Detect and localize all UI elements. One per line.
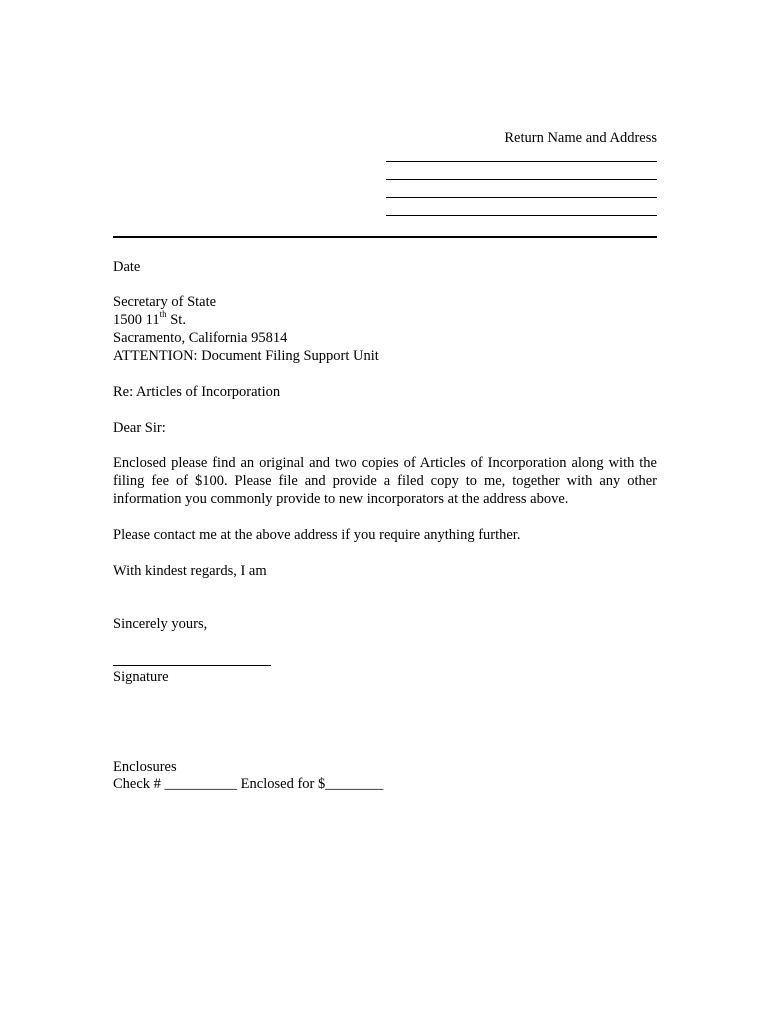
street-rest: St.	[166, 312, 186, 328]
date-label: Date	[113, 259, 141, 275]
recipient-city: Sacramento, California 95814	[113, 330, 288, 346]
signature-label: Signature	[113, 669, 169, 685]
street-ordinal-suffix: th	[159, 309, 167, 320]
return-name-address-label: Return Name and Address	[504, 130, 657, 146]
body-paragraph: Enclosed please find an original and two copies of Articles of Incorporation along with the filing fee of $100. Please file and provide a filed copy to me, together with any other information you commonly provide to new incorporators at the address above.	[113, 455, 657, 507]
street-number: 1500 11	[113, 312, 160, 328]
enclosures-label: Enclosures	[113, 759, 177, 775]
recipient-attention: ATTENTION: Document Filing Support Unit	[113, 348, 379, 364]
recipient-name: Secretary of State	[113, 294, 217, 310]
re-line: Re: Articles of Incorporation	[113, 384, 281, 400]
check-line: Check # __________ Enclosed for $________	[113, 776, 384, 792]
return-address-line-2[interactable]	[386, 179, 657, 180]
signature-line[interactable]	[113, 665, 271, 666]
return-address-line-1[interactable]	[386, 161, 657, 162]
salutation: Dear Sir:	[113, 420, 166, 436]
regards-line: With kindest regards, I am	[113, 563, 267, 579]
header-divider	[113, 236, 657, 238]
contact-paragraph: Please contact me at the above address if you require anything further.	[113, 527, 521, 543]
return-address-line-3[interactable]	[386, 197, 657, 198]
return-address-line-4[interactable]	[386, 215, 657, 216]
recipient-street	[113, 311, 186, 329]
closing-line: Sincerely yours,	[113, 616, 208, 632]
